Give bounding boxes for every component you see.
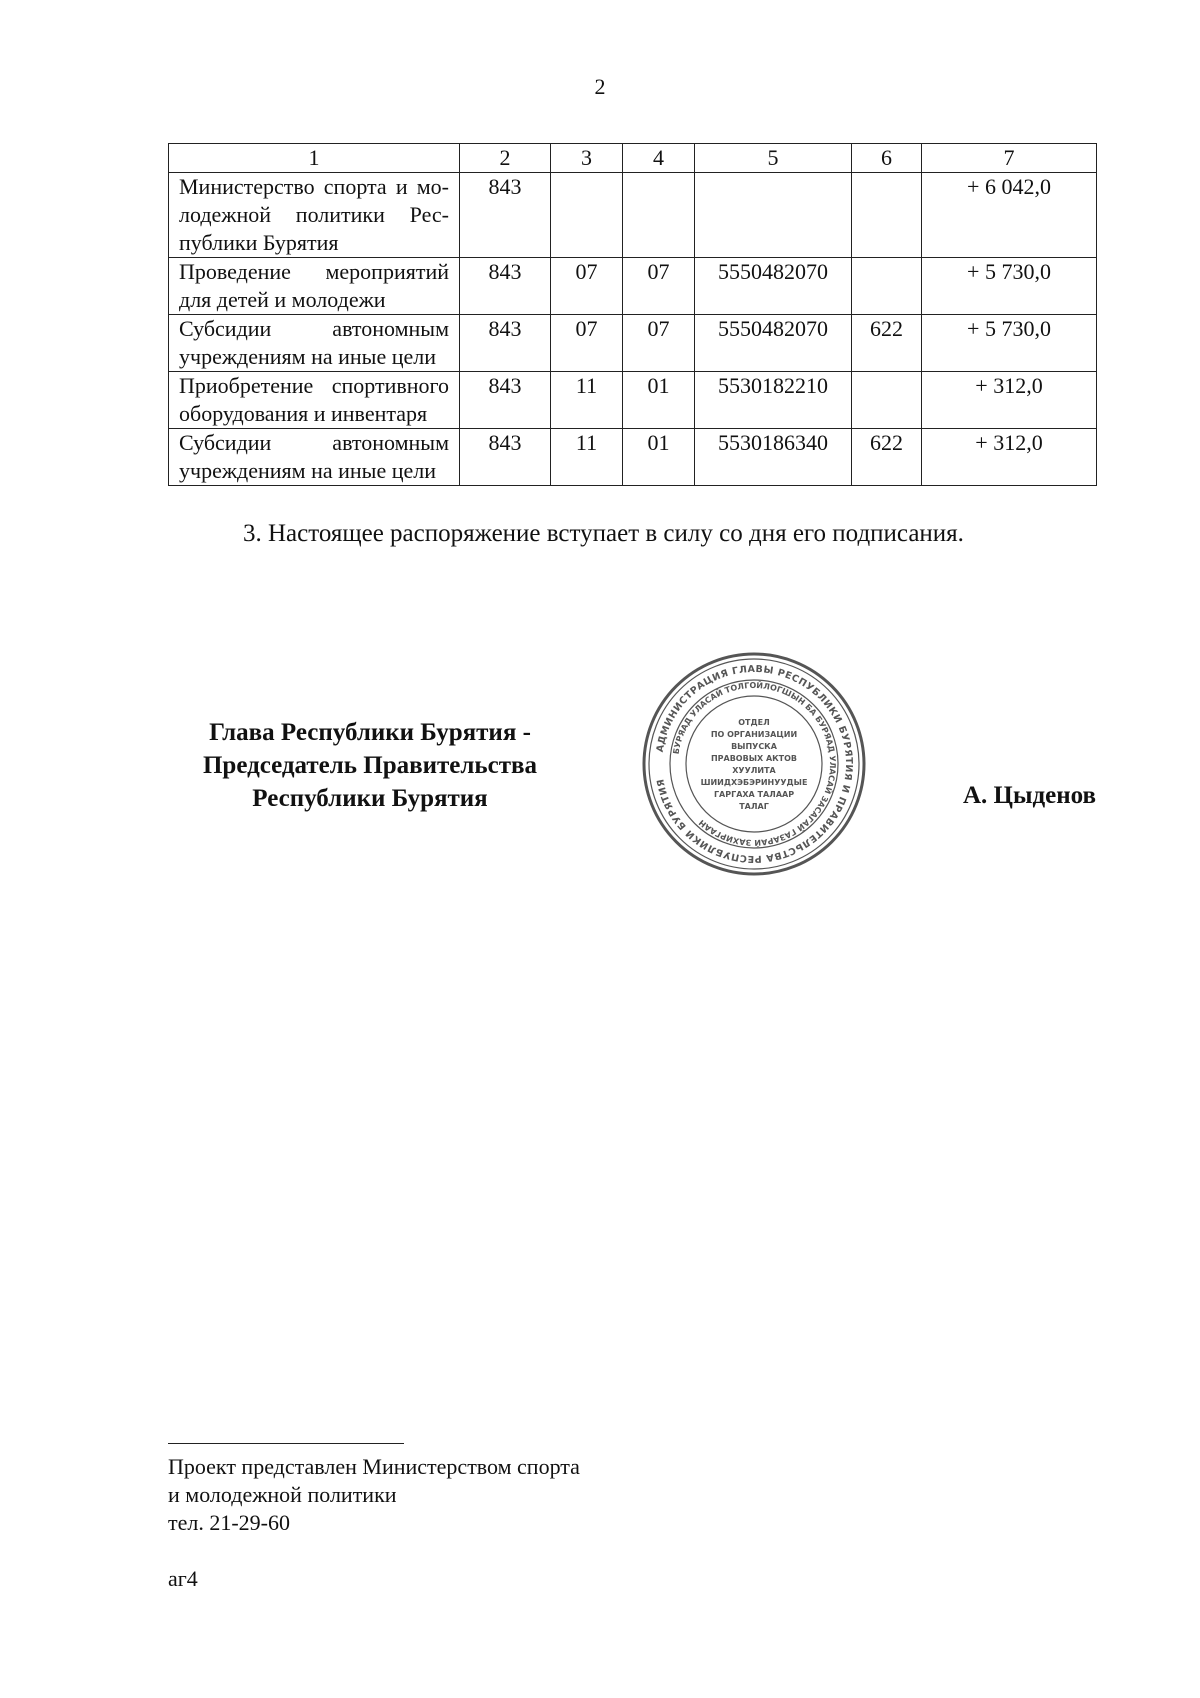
row-name-line: оборудования и инвентаря bbox=[179, 401, 428, 426]
footnote-line: и молодежной политики bbox=[168, 1482, 397, 1507]
signer-name: А. Цыденов bbox=[962, 782, 1096, 809]
cell-expense-type: 622 bbox=[852, 315, 922, 372]
cell-expense-type bbox=[852, 258, 922, 315]
clause-effective-date: 3. Настоящее распоряжение вступает в силу со дня его подписания. bbox=[243, 520, 964, 547]
column-header: 2 bbox=[460, 144, 551, 173]
cell-section: 07 bbox=[551, 315, 623, 372]
column-header: 6 bbox=[852, 144, 922, 173]
cell-subsection: 01 bbox=[623, 372, 695, 429]
table-row bbox=[169, 372, 1097, 429]
page-number: 2 bbox=[594, 74, 606, 99]
row-name-line: Приобретение спортивного bbox=[179, 373, 449, 398]
table-row bbox=[169, 429, 1097, 486]
signer-title bbox=[168, 716, 572, 815]
signer-title-line: Глава Республики Бурятия - bbox=[209, 719, 531, 746]
cell-section: 07 bbox=[551, 258, 623, 315]
svg-text:АДМИНИСТРАЦИЯ ГЛАВЫ РЕСПУБЛИКИ: АДМИНИСТРАЦИЯ ГЛАВЫ РЕСПУБЛИКИ БУРЯТИЯ И ПРАВИТЕЛЬСТВА РЕСПУБЛИКИ БУРЯТИЯ bbox=[654, 663, 855, 865]
row-name-cell bbox=[169, 258, 460, 315]
svg-text:ГАРГАХА ТАЛААР: ГАРГАХА ТАЛААР bbox=[713, 790, 795, 799]
svg-text:ПО ОРГАНИЗАЦИИ: ПО ОРГАНИЗАЦИИ bbox=[710, 730, 798, 739]
cell-ministry-code: 843 bbox=[460, 315, 551, 372]
cell-subsection bbox=[623, 173, 695, 258]
column-header: 5 bbox=[695, 144, 852, 173]
row-name-line: публики Бурятия bbox=[179, 230, 339, 255]
table-row bbox=[169, 173, 1097, 258]
row-name-line: Субсидии автономным bbox=[179, 316, 449, 341]
svg-text:ОТДЕЛ: ОТДЕЛ bbox=[738, 718, 770, 727]
svg-text:ПРАВОВЫХ АКТОВ: ПРАВОВЫХ АКТОВ bbox=[710, 754, 798, 763]
column-header: 3 bbox=[551, 144, 623, 173]
cell-target-article: 5530182210 bbox=[695, 372, 852, 429]
document-code: аг4 bbox=[168, 1566, 198, 1591]
row-name-line: Министерство спорта и мо- bbox=[179, 174, 449, 199]
cell-subsection: 07 bbox=[623, 315, 695, 372]
cell-section: 11 bbox=[551, 429, 623, 486]
cell-ministry-code: 843 bbox=[460, 372, 551, 429]
cell-section bbox=[551, 173, 623, 258]
table-row bbox=[169, 258, 1097, 315]
cell-target-article: 5550482070 bbox=[695, 315, 852, 372]
svg-text:ВЫПУСКА: ВЫПУСКА bbox=[731, 742, 777, 751]
cell-target-article: 5530186340 bbox=[695, 429, 852, 486]
row-name-line: лодежной политики Рес- bbox=[179, 202, 449, 227]
column-header: 1 bbox=[169, 144, 460, 173]
cell-amount: + 6 042,0 bbox=[922, 173, 1097, 258]
column-header: 4 bbox=[623, 144, 695, 173]
cell-amount: + 5 730,0 bbox=[922, 258, 1097, 315]
table-row bbox=[169, 315, 1097, 372]
row-name-line: учреждениям на иные цели bbox=[179, 458, 436, 483]
cell-target-article: 5550482070 bbox=[695, 258, 852, 315]
column-header: 7 bbox=[922, 144, 1097, 173]
footnote-line: Проект представлен Министерством спорта bbox=[168, 1454, 580, 1479]
cell-expense-type: 622 bbox=[852, 429, 922, 486]
cell-target-article bbox=[695, 173, 852, 258]
row-name-line: Проведение мероприятий bbox=[179, 259, 449, 284]
cell-subsection: 01 bbox=[623, 429, 695, 486]
signer-title-line: Республики Бурятия bbox=[252, 785, 488, 812]
row-name-cell bbox=[169, 429, 460, 486]
footnote-line: тел. 21-29-60 bbox=[168, 1510, 291, 1535]
cell-subsection: 07 bbox=[623, 258, 695, 315]
cell-amount: + 312,0 bbox=[922, 429, 1097, 486]
cell-section: 11 bbox=[551, 372, 623, 429]
cell-amount: + 312,0 bbox=[922, 372, 1097, 429]
cell-ministry-code: 843 bbox=[460, 429, 551, 486]
footnote-divider bbox=[168, 1443, 404, 1444]
cell-amount: + 5 730,0 bbox=[922, 315, 1097, 372]
svg-text:ШИИДХЭБЭРИНУУДЫЕ: ШИИДХЭБЭРИНУУДЫЕ bbox=[700, 778, 808, 787]
signer-title-line: Председатель Правительства bbox=[202, 752, 538, 779]
row-name-line: Субсидии автономным bbox=[179, 430, 449, 455]
cell-ministry-code: 843 bbox=[460, 173, 551, 258]
table-header-row bbox=[169, 144, 1097, 173]
budget-changes-table bbox=[168, 143, 1097, 486]
cell-expense-type bbox=[852, 372, 922, 429]
official-seal-icon bbox=[640, 650, 868, 878]
svg-text:БУРЯАД УЛАСАЙ ТОЛГОЙЛОГШЫН БА: БУРЯАД УЛАСАЙ ТОЛГОЙЛОГШЫН БА БУРЯАД УЛАСАЙ ЗАСАГАЙ ГАЗАРАЙ ЗАХИРГААН bbox=[671, 680, 838, 848]
row-name-cell bbox=[169, 372, 460, 429]
row-name-line: для детей и молодежи bbox=[179, 287, 386, 312]
cell-ministry-code: 843 bbox=[460, 258, 551, 315]
row-name-cell bbox=[169, 173, 460, 258]
footnote bbox=[168, 1453, 580, 1537]
cell-expense-type bbox=[852, 173, 922, 258]
svg-text:ТАЛАГ: ТАЛАГ bbox=[739, 802, 769, 811]
row-name-cell bbox=[169, 315, 460, 372]
svg-text:ХУУЛИТА: ХУУЛИТА bbox=[732, 766, 776, 775]
row-name-line: учреждениям на иные цели bbox=[179, 344, 436, 369]
